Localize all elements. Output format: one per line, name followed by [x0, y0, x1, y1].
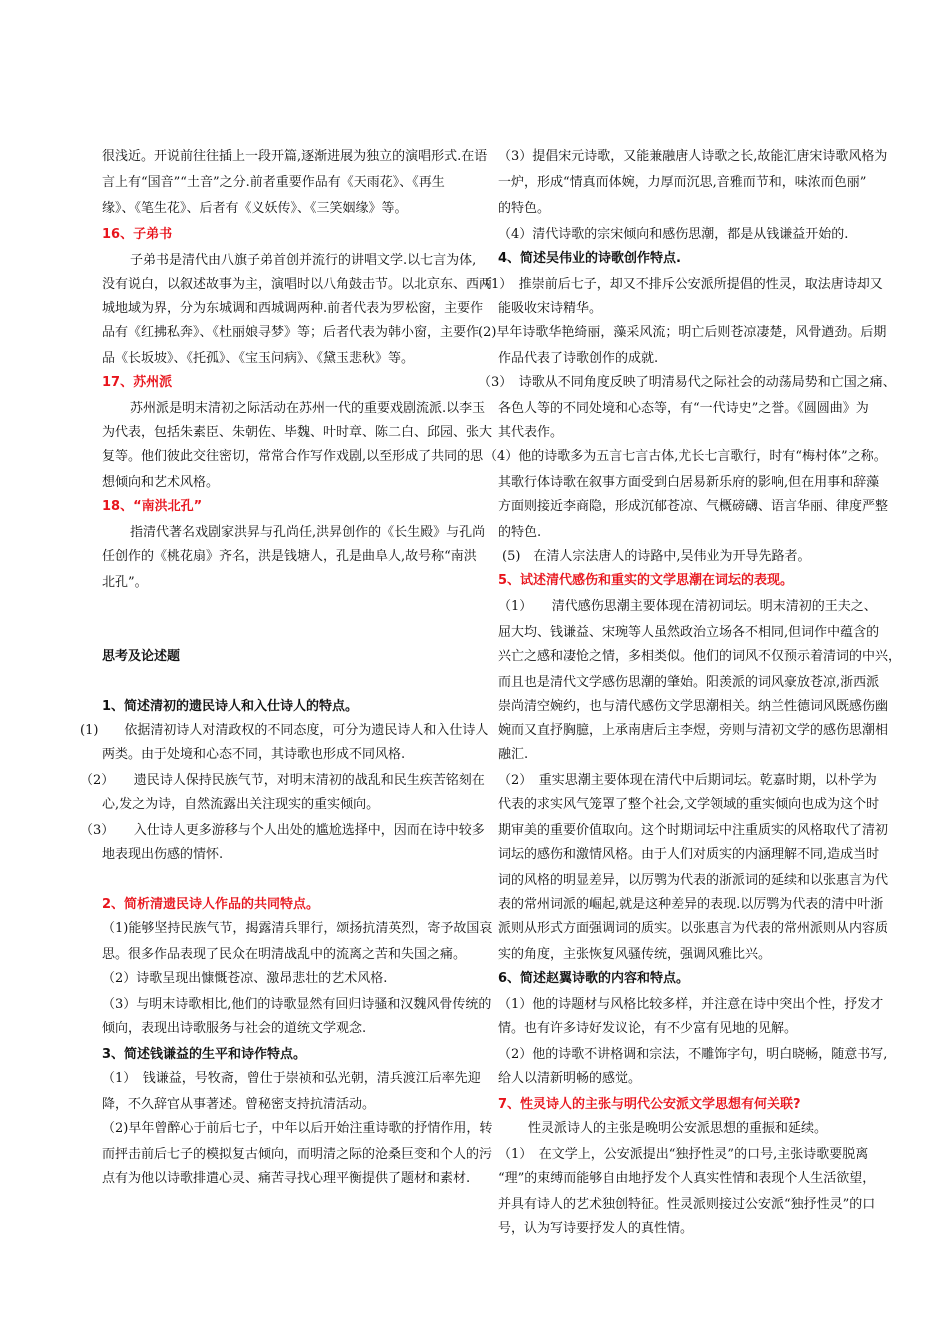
question-heading: 3、简述钱谦益的生平和诗作特点。 — [102, 1047, 307, 1062]
text-line: 婉而又直抒胸臆，上承南唐后主李煜，旁则与清初文学的感伤思潮相 — [498, 723, 889, 738]
text-line: 言上有“国音”“土音”之分.前者重要作品有《天雨花》、《再生 — [102, 175, 445, 190]
text-line: 其歌行体诗歌在叙事方面受到白居易新乐府的影响,但在用事和辞藻 — [498, 475, 880, 490]
text-line: 词的风格的明显差异，以厉鹗为代表的浙派词的延续和以张惠言为代 — [498, 873, 889, 888]
text-line: (1) 依据清初诗人对清政权的不同态度，可分为遗民诗人和入仕诗人 — [80, 723, 489, 738]
text-line: （1） 钱谦益，号牧斋，曾仕于崇祯和弘光朝，清兵渡江后率先迎 — [102, 1071, 481, 1086]
question-heading: 6、简述赵翼诗歌的内容和特点。 — [498, 971, 690, 986]
text-line: 任创作的《桃花扇》齐名，洪是钱塘人，孔是曲阜人,故号称“南洪 — [102, 549, 477, 564]
text-line: 屈大均、钱谦益、宋琬等人虽然政治立场各不相同,但词作中蕴含的 — [498, 625, 880, 640]
text-line: 点有为他以诗歌排遣心灵、痛苦寻找心理平衡提供了题材和素材. — [102, 1171, 471, 1186]
text-line: 各色人等的不同处境和心态等，有“一代诗史”之誉。《圆圆曲》为 — [498, 401, 869, 416]
question-heading: 5、试述清代感伤和重实的文学思潮在词坛的表现。 — [498, 573, 794, 588]
text-line: （1） 推崇前后七子，却又不排斥公安派所提倡的性灵，取法唐诗却又 — [478, 277, 883, 292]
text-line: （3） 入仕诗人更多游移与个人出处的尴尬选择中，因而在诗中较多 — [80, 823, 485, 838]
text-line: 性灵派诗人的主张是晚明公安派思想的重振和延续。 — [528, 1121, 828, 1136]
text-line: 想倾向和艺术风格。 — [102, 475, 220, 490]
question-heading: 1、简述清初的遗民诗人和入仕诗人的特点。 — [102, 699, 359, 714]
question-heading: 7、性灵诗人的主张与明代公安派文学思想有何关联? — [498, 1097, 801, 1112]
text-line: 苏州派是明末清初之际活动在苏州一代的重要戏剧流派.以李玉 — [130, 401, 486, 416]
text-line: 思。很多作品表现了民众在明清战乱中的流离之苦和失国之痛。 — [102, 947, 467, 962]
text-line: （2） 重实思潮主要体现在清代中后期词坛。乾嘉时期，以朴学为 — [498, 773, 877, 788]
question-heading: 2、简析清遗民诗人作品的共同特点。 — [102, 897, 320, 912]
text-line: （1） 在文学上，公安派提出“独抒性灵”的口号,主张诗歌要脱离 — [498, 1147, 869, 1162]
text-line: 给人以清新明畅的感觉。 — [498, 1071, 642, 1086]
text-line: 词坛的感伤和激情风格。由于人们对质实的内涵理解不同,造成当时 — [498, 847, 880, 862]
text-line: （4）他的诗歌多为五言七言古体,尤长七言歌行，时有“梅村体”之称。 — [484, 449, 887, 464]
text-line: （4）清代诗歌的宗宋倾向和感伤思潮，都是从钱谦益开始的. — [498, 227, 849, 242]
text-line: 复等。他们彼此交往密切，常常合作写作戏剧,以至形成了共同的思 — [102, 449, 484, 464]
text-line: 并具有诗人的艺术独创特征。性灵派则接过公安派“独抒性灵”的口 — [498, 1197, 876, 1212]
text-line: 实的角度，主张恢复风骚传统，强调风雅比兴。 — [498, 947, 772, 962]
text-line: 没有说白，以叙述故事为主，演唱时以八角鼓击节。以北京东、西两 — [102, 277, 493, 292]
text-line: （2）诗歌呈现出慷慨苍凉、激昂悲壮的艺术风格. — [102, 971, 388, 986]
text-line: 指清代著名戏剧家洪昇与孔尚任,洪昇创作的《长生殿》与孔尚 — [130, 525, 486, 540]
section-heading: 17、苏州派 — [102, 375, 173, 390]
text-line: (2)早年诗歌华艳绮丽，藻采风流；明亡后则苍凉凄楚，风骨遒劲。后期 — [478, 325, 887, 340]
text-line: 表的常州词派的崛起,就是这种差异的表现.以厉鹗为代表的清中叶浙 — [498, 897, 884, 912]
text-line: 能吸收宋诗精华。 — [498, 301, 603, 316]
text-line: 其代表作。 — [498, 425, 564, 440]
text-line: 融汇. — [498, 747, 529, 762]
text-line: (5) 在清人宗法唐人的诗路中,吴伟业为开导先路者。 — [502, 549, 811, 564]
text-line: （1） 清代感伤思潮主要体现在清初词坛。明末清初的王夫之、 — [498, 599, 877, 614]
text-line: （2）他的诗歌不讲格调和宗法，不雕饰字句，明白晓畅，随意书写, — [498, 1047, 888, 1062]
text-line: （3）与明末诗歌相比,他们的诗歌显然有回归诗骚和汉魏风骨传统的 — [102, 997, 492, 1012]
section-title: 思考及论述题 — [102, 649, 181, 664]
text-line: （1）他的诗题材与风格比较多样，并注意在诗中突出个性，抒发才 — [498, 997, 884, 1012]
text-line: 为代表，包括朱素臣、朱朝佐、毕魏、叶时章、陈二白、邱园、张大 — [102, 425, 493, 440]
text-line: 作品代表了诗歌创作的成就. — [498, 351, 659, 366]
text-line: 两类。由于处境和心态不同，其诗歌也形成不同风格. — [102, 747, 406, 762]
text-line: 城地域为界，分为东城调和西城调两种.前者代表为罗松窗，主要作 — [102, 301, 484, 316]
text-line: （3）提倡宋元诗歌，又能兼融唐人诗歌之长,故能汇唐宋诗歌风格为 — [498, 149, 888, 164]
text-line: （3） 诗歌从不同角度反映了明清易代之际社会的动荡局势和亡国之痛、 — [478, 375, 896, 390]
text-line: 品有《红拂私奔》、《杜丽娘寻梦》等；后者代表为韩小窗，主要作 — [102, 325, 480, 340]
text-line: 缘》、《笔生花》、后者有《义妖传》、《三笑姻缘》等。 — [102, 201, 408, 216]
text-line: （2） 遗民诗人保持民族气节，对明末清初的战乱和民生疾苦铭刻在 — [80, 773, 485, 788]
text-line: （1)能够坚持民族气节，揭露清兵罪行，颂扬抗清英烈，寄予故国哀 — [102, 921, 493, 936]
text-line: 方面则接近李商隐，形成沉郁苍凉、气概磅礴、语言华丽、律度严整 — [498, 499, 889, 514]
text-line: 北孔”。 — [102, 575, 148, 590]
text-line: 的特色。 — [498, 201, 551, 216]
text-line: 品《长坂坡》、《托孤》、《宝玉问病》、《黛玉悲秋》等。 — [102, 351, 415, 366]
text-line: 地表现出伤感的情怀. — [102, 847, 224, 862]
text-line: 情。也有许多诗好发议论，有不少富有见地的见解。 — [498, 1021, 798, 1036]
text-line: 而且也是清代文学感伤思潮的肇始。阳羡派的词风豪放苍凉,浙西派 — [498, 675, 880, 690]
section-heading: 18、“南洪北孔” — [102, 499, 203, 514]
text-line: 而抨击前后七子的模拟复古倾向，而明清之际的沧桑巨变和个人的污 — [102, 1147, 493, 1162]
text-line: 很浅近。开说前往往插上一段开篇,逐渐进展为独立的演唱形式.在语 — [102, 149, 488, 164]
text-line: 降，不久辞官从事著述。曾秘密支持抗清活动。 — [102, 1097, 376, 1112]
text-line: 号，认为写诗要抒发人的真性情。 — [498, 1221, 694, 1236]
text-line: 心,发之为诗，自然流露出关注现实的重实倾向。 — [102, 797, 380, 812]
text-line: （2)早年曾醉心于前后七子，中年以后开始注重诗歌的抒情作用，转 — [102, 1121, 493, 1136]
text-line: 派则从形式方面强调词的质实。以张惠言为代表的常州派则从内容质 — [498, 921, 889, 936]
text-line: 兴亡之感和凄怆之情，多相类似。他们的词风不仅预示着清词的中兴， — [498, 649, 902, 664]
text-line: “理”的束缚而能够自由地抒发个人真实性情和表现个人生活欲望， — [498, 1171, 876, 1186]
text-line: 代表的求实风气笼罩了整个社会,文学领域的重实倾向也成为这个时 — [498, 797, 880, 812]
text-line: 的特色. — [498, 525, 542, 540]
text-line: 一炉，形成“情真而体婉，力厚而沉思,音雅而节和，味浓而色丽” — [498, 175, 867, 190]
text-line: 期审美的重要价值取向。这个时期词坛中注重质实的风格取代了清初 — [498, 823, 889, 838]
question-heading: 4、简述吴伟业的诗歌创作特点. — [498, 251, 681, 266]
section-heading: 16、子弟书 — [102, 227, 173, 242]
text-line: 倾向，表现出诗歌服务与社会的道统文学观念. — [102, 1021, 367, 1036]
text-line: 崇尚清空婉约，也与清代感伤文学思潮相关。纳兰性德词风既感伤幽 — [498, 699, 889, 714]
text-line: 子弟书是清代由八旗子弟首创并流行的讲唱文学.以七言为体, — [130, 253, 477, 268]
